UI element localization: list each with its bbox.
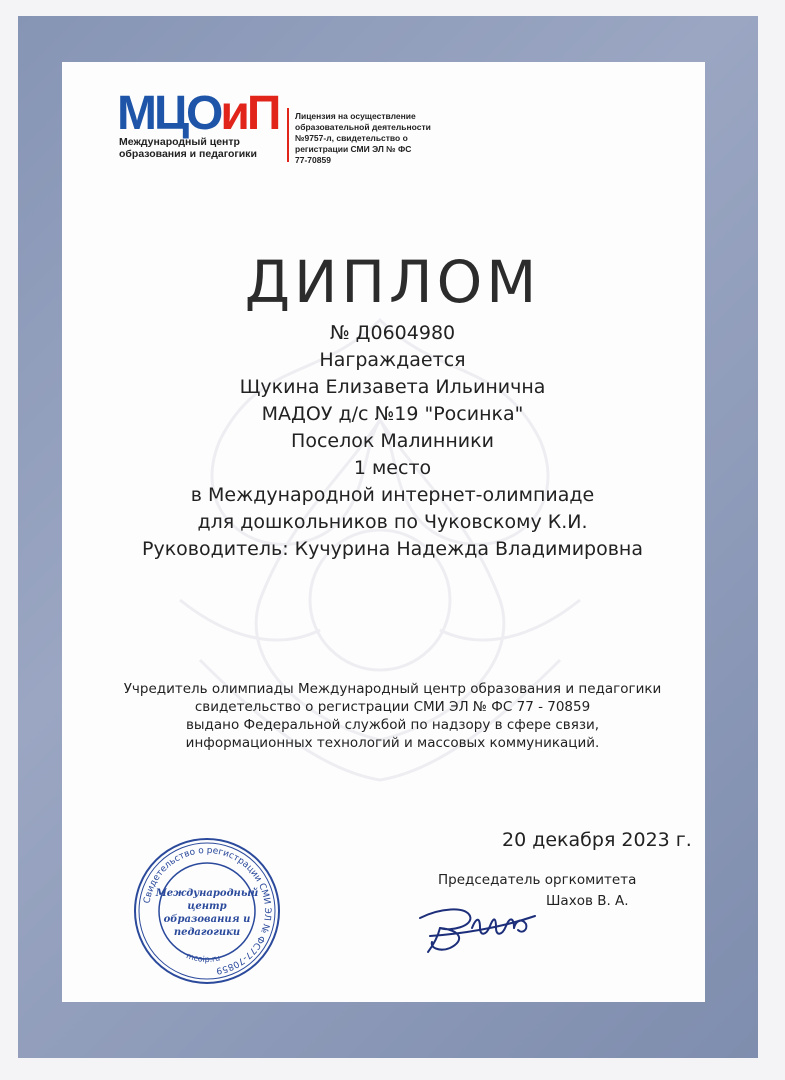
logo-divider — [287, 108, 289, 162]
signature — [410, 888, 540, 958]
license-line: №9757-л, свидетельство о — [295, 133, 408, 143]
olympiad-line2: для дошкольников по Чуковскому К.И. — [197, 511, 588, 533]
founder-line: выдано Федеральной службой по надзору в сфере связи, — [185, 717, 600, 733]
seal-ring-text: Свидетельство о регистрации СМИ ЭЛ № ФС77-70859 — [142, 845, 273, 976]
founder-info — [0, 680, 785, 752]
seal-center-line3: образования и — [163, 914, 251, 925]
logo-mark — [117, 87, 279, 140]
seal-center-line2: центр — [187, 901, 227, 912]
diploma-title: ДИПЛОМ — [244, 248, 541, 316]
awarded-label: Награждается — [319, 349, 466, 371]
logo-mark-blue: МЦО — [117, 87, 221, 140]
founder-line: свидетельство о регистрации СМИ ЭЛ № ФС 77 - 70859 — [194, 699, 591, 715]
chair-role: Председатель оргкомитета — [438, 872, 637, 888]
license-line: образовательной деятельности — [295, 122, 431, 132]
chair-name: Шахов В. А. — [546, 893, 629, 909]
locality: Поселок Малинники — [291, 430, 494, 452]
founder-line: информационных технологий и массовых коммуникаций. — [185, 735, 600, 751]
license-line: регистрации СМИ ЭЛ № ФС — [295, 144, 412, 154]
issue-date: 20 декабря 2023 г. — [502, 829, 692, 851]
diploma-number: № Д0604980 — [329, 322, 456, 344]
license-line: Лицензия на осуществление — [295, 111, 416, 121]
license-info — [295, 111, 435, 166]
seal-center-line4: педагогики — [173, 927, 241, 938]
award-text — [0, 320, 785, 563]
place: 1 место — [353, 457, 432, 479]
svg-text:mcoip.ru — [185, 951, 221, 964]
logo-subtitle-line2: образования и педагогики — [119, 148, 257, 160]
logo-subtitle-line1: Международный центр — [119, 136, 240, 148]
logo-mark-red: иП — [220, 87, 279, 140]
logo — [117, 87, 279, 160]
seal-bottom-text: mcoip.ru — [185, 950, 221, 964]
supervisor: Руководитель: Кучурина Надежда Владимировна — [142, 538, 643, 560]
institution: МАДОУ д/с №19 "Росинка" — [261, 403, 524, 425]
olympiad-line1: в Международной интернет-олимпиаде — [190, 484, 595, 506]
seal-center-line1: Международный — [155, 888, 259, 899]
license-line: 77-70859 — [295, 155, 331, 165]
recipient-name: Щукина Елизавета Ильинична — [239, 376, 546, 398]
official-seal — [132, 836, 282, 986]
founder-line: Учредитель олимпиады Международный центр образования и педагогики — [123, 681, 662, 697]
